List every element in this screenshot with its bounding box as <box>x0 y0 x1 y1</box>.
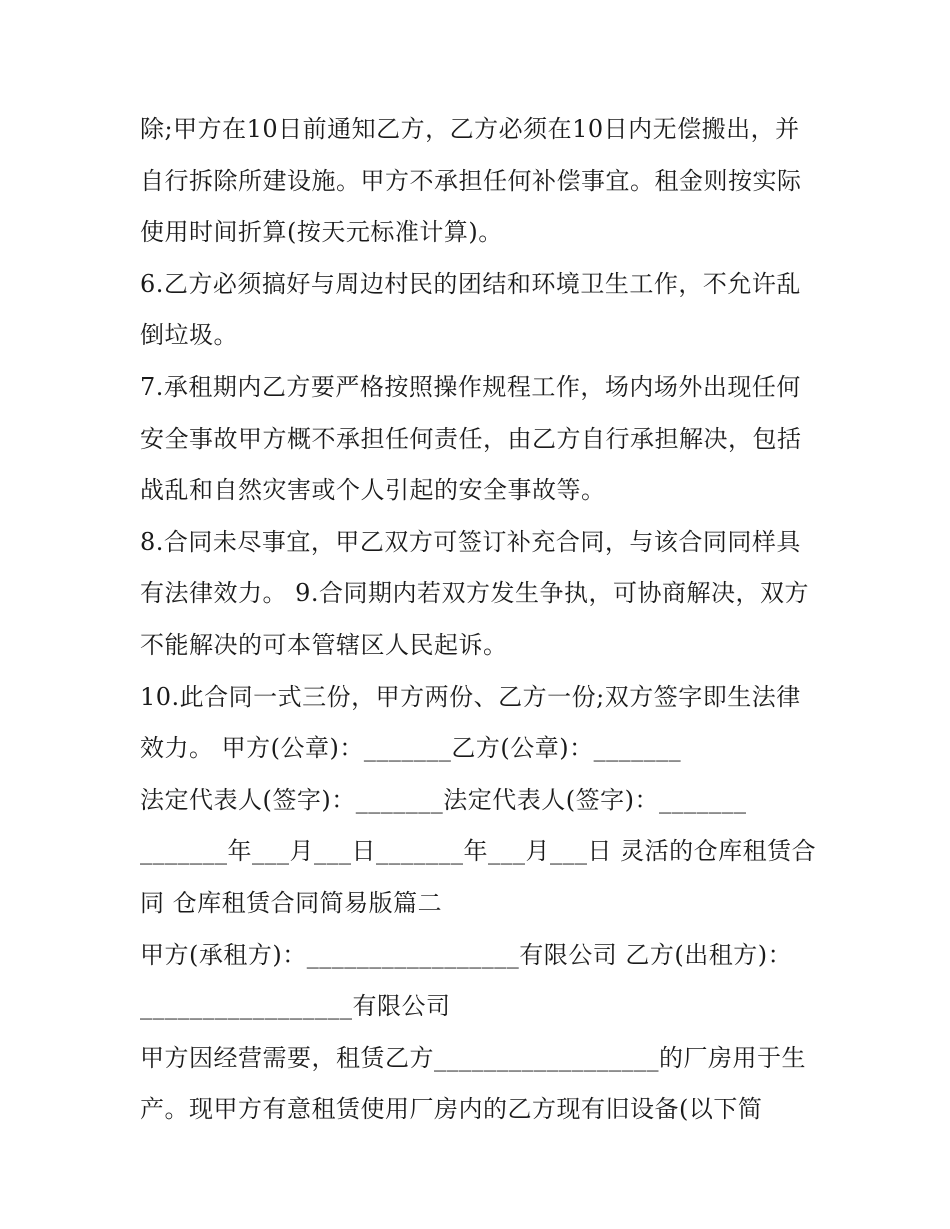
text-line: 安全事故甲方概不承担任何责任，由乙方自行承担解决，包括 <box>140 424 802 453</box>
text-line: 产。现甲方有意租赁使用厂房内的乙方现有旧设备(以下简 <box>140 1095 763 1124</box>
text-line: 不能解决的可本管辖区人民起诉。 <box>140 630 508 659</box>
text-line: 倒垃圾。 <box>140 321 238 350</box>
clause-6-line: 6.乙方必须搞好与周边村民的团结和环境卫生工作，不允许乱 <box>140 269 801 298</box>
text-line: 甲方因经营需要，租赁乙方__________________的厂房用于生 <box>140 1043 806 1072</box>
text-line: 战乱和自然灾害或个人引起的安全事故等。 <box>140 476 606 505</box>
seal-line: 效力。 甲方(公章)：_______乙方(公章)：_______ <box>140 734 682 763</box>
text-line: 除;甲方在10日前通知乙方，乙方必须在10日内无偿搬出，并 <box>140 115 800 143</box>
text-line: 自行拆除所建设施。甲方不承担任何补偿事宜。租金则按实际 <box>140 166 802 195</box>
text-line: 使用时间折算(按天元标准计算)。 <box>140 218 503 247</box>
party-line: 甲方(承租方)：_________________有限公司 乙方(出租方)： <box>140 940 793 969</box>
signature-line: 法定代表人(签字)：_______法定代表人(签字)：_______ <box>140 785 747 814</box>
section-title-line: 同 仓库租赁合同简易版篇二 <box>140 888 443 917</box>
date-line: _______年___月___日_______年___月___日 灵活的仓库租赁合 <box>140 837 817 866</box>
clause-8-line: 8.合同未尽事宜，甲乙双方可签订补充合同，与该合同同样具 <box>140 527 801 556</box>
clause-7-line: 7.承租期内乙方要严格按照操作规程工作，场内场外出现任何 <box>140 372 801 401</box>
clause-9-line: 有法律效力。 9.合同期内若双方发生争执，可协商解决，双方 <box>140 579 810 608</box>
party-line: _________________有限公司 <box>140 992 451 1021</box>
contract-text-block <box>140 104 820 1136</box>
clause-10-line: 10.此合同一式三份，甲方两份、乙方一份;双方签字即生法律 <box>140 682 801 711</box>
